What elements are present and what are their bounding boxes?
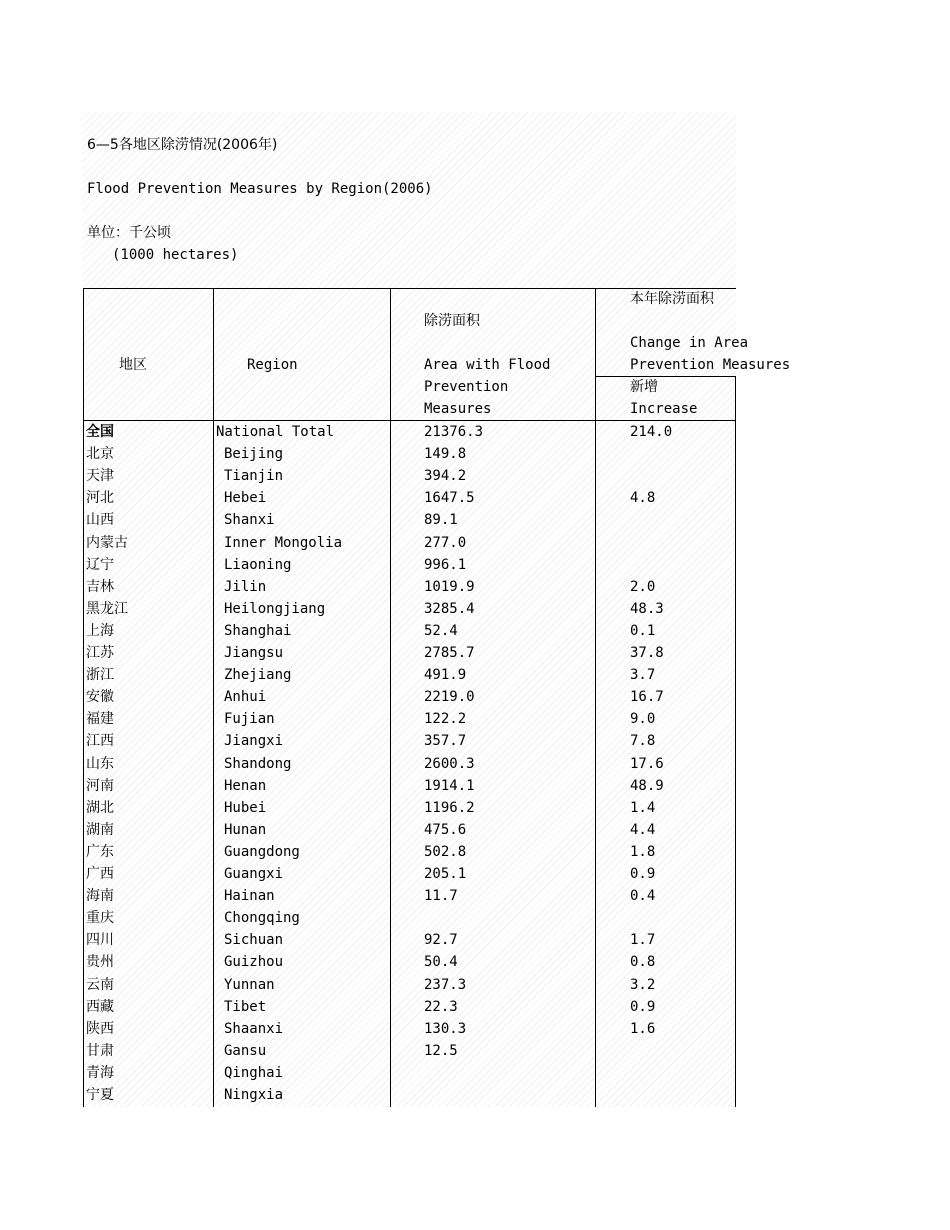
increase-header-border: [596, 376, 736, 377]
region-cn-cell: 上海: [86, 622, 114, 639]
area-value-cell: 3285.4: [424, 600, 475, 617]
col-border-1: [213, 288, 214, 1107]
region-cn-cell: 西藏: [86, 998, 114, 1015]
region-en-cell: Qinghai: [224, 1064, 284, 1081]
region-en-cell: Hainan: [224, 888, 275, 905]
region-en-cell: Liaoning: [224, 556, 292, 573]
header-area-en-1: Area with Flood: [424, 357, 551, 373]
area-value-cell: 394.2: [424, 468, 467, 485]
data-table: [83, 288, 791, 1107]
region-cn-cell: 黑龙江: [86, 600, 128, 617]
region-en-cell: Inner Mongolia: [224, 534, 343, 551]
region-cn-cell: 陕西: [86, 1020, 114, 1037]
area-value-cell: 130.3: [424, 1020, 467, 1037]
increase-value-cell: 3.2: [630, 976, 656, 993]
region-en-cell: Hunan: [224, 821, 267, 838]
area-value-cell: 11.7: [424, 888, 458, 905]
table-title-cn: 6—5各地区除涝情况(2006年): [87, 137, 278, 153]
region-cn-cell: 福建: [86, 711, 114, 728]
region-en-cell: Guangdong: [224, 843, 300, 860]
area-value-cell: 50.4: [424, 954, 458, 971]
increase-value-cell: 4.4: [630, 821, 656, 838]
region-en-cell: Shaanxi: [224, 1020, 284, 1037]
region-cn-cell: 北京: [86, 446, 114, 463]
region-en-cell: Shanxi: [224, 512, 275, 529]
region-en-cell: Beijing: [224, 446, 284, 463]
region-en-cell: Zhejiang: [224, 667, 292, 684]
increase-value-cell: 0.8: [630, 954, 656, 971]
header-region-cn: 地区: [119, 357, 147, 373]
increase-value-cell: 1.7: [630, 932, 656, 949]
region-cn-cell: 青海: [86, 1064, 114, 1081]
region-en-cell: Jiangsu: [224, 645, 284, 661]
increase-value-cell: 1.6: [630, 1020, 656, 1037]
region-cn-cell: 海南: [86, 888, 114, 905]
region-cn-cell: 宁夏: [86, 1087, 114, 1103]
region-en-cell: Hubei: [224, 799, 267, 816]
area-value-cell: 1019.9: [424, 578, 475, 595]
header-region-en: Region: [247, 357, 298, 373]
col-border-2: [390, 288, 391, 1107]
increase-value-cell: 48.3: [630, 600, 664, 617]
area-value-cell: 277.0: [424, 534, 467, 551]
region-cn-cell: 全国: [86, 424, 114, 440]
header-change-en-1: Change in Area: [630, 335, 749, 351]
region-cn-cell: 四川: [86, 932, 114, 949]
region-cn-cell: 山东: [86, 755, 114, 772]
region-en-cell: Jiangxi: [224, 733, 284, 750]
area-value-cell: 1914.1: [424, 777, 475, 794]
area-value-cell: 89.1: [424, 512, 458, 529]
region-en-cell: Ningxia: [224, 1087, 284, 1103]
region-en-cell: Guangxi: [224, 866, 284, 882]
header-change-en-2: Prevention Measures: [630, 357, 791, 373]
region-en-cell: Guizhou: [224, 954, 284, 971]
area-value-cell: 122.2: [424, 711, 467, 728]
area-value-cell: 2600.3: [424, 755, 475, 772]
region-cn-cell: 天津: [86, 468, 114, 485]
header-area-en-2: Prevention: [424, 379, 509, 395]
region-en-cell: Jilin: [224, 578, 267, 595]
increase-value-cell: 1.8: [630, 843, 656, 860]
header-increase-en: Increase: [630, 401, 698, 417]
region-en-cell: Chongqing: [224, 910, 300, 927]
area-value-cell: 149.8: [424, 446, 467, 463]
region-cn-cell: 河南: [86, 777, 114, 794]
region-cn-cell: 贵州: [86, 954, 114, 971]
increase-value-cell: 2.0: [630, 578, 656, 595]
col-border-4: [735, 376, 736, 1107]
region-cn-cell: 重庆: [86, 910, 114, 927]
region-cn-cell: 云南: [86, 976, 114, 993]
area-value-cell: 1647.5: [424, 490, 475, 507]
region-en-cell: Tianjin: [224, 468, 284, 485]
region-en-cell: Hebei: [224, 490, 267, 507]
increase-value-cell: 214.0: [630, 424, 673, 440]
region-cn-cell: 安徽: [86, 689, 114, 706]
table-title-en: Flood Prevention Measures by Region(2006): [87, 181, 433, 197]
header-change-cn: 本年除涝面积: [630, 291, 714, 307]
increase-value-cell: 3.7: [630, 667, 656, 684]
region-en-cell: Fujian: [224, 711, 275, 728]
increase-value-cell: 9.0: [630, 711, 656, 728]
area-value-cell: 1196.2: [424, 799, 475, 816]
area-value-cell: 475.6: [424, 821, 467, 838]
increase-value-cell: 4.8: [630, 490, 656, 507]
region-en-cell: Gansu: [224, 1042, 267, 1059]
increase-value-cell: 48.9: [630, 777, 664, 794]
header-increase-cn: 新增: [630, 379, 658, 395]
region-cn-cell: 广西: [86, 866, 114, 882]
region-en-cell: National Total: [216, 424, 335, 440]
increase-value-cell: 16.7: [630, 689, 664, 706]
increase-value-cell: 0.9: [630, 998, 656, 1015]
area-value-cell: 52.4: [424, 622, 458, 639]
area-value-cell: 237.3: [424, 976, 467, 993]
region-cn-cell: 湖南: [86, 821, 114, 838]
area-value-cell: 996.1: [424, 556, 467, 573]
region-en-cell: Shandong: [224, 755, 292, 772]
area-value-cell: 357.7: [424, 733, 467, 750]
region-cn-cell: 吉林: [86, 578, 114, 595]
area-value-cell: 205.1: [424, 866, 467, 882]
increase-value-cell: 0.1: [630, 622, 656, 639]
region-cn-cell: 广东: [86, 843, 114, 860]
area-value-cell: 22.3: [424, 998, 458, 1015]
increase-value-cell: 17.6: [630, 755, 664, 772]
region-en-cell: Anhui: [224, 689, 267, 706]
region-en-cell: Tibet: [224, 998, 267, 1015]
region-en-cell: Yunnan: [224, 976, 275, 993]
col-border-3: [595, 288, 596, 1107]
area-value-cell: 2785.7: [424, 645, 475, 661]
region-cn-cell: 湖北: [86, 799, 114, 816]
header-area-cn: 除涝面积: [424, 313, 480, 329]
increase-value-cell: 37.8: [630, 645, 664, 661]
unit-label-en: (1000 hectares): [112, 247, 239, 263]
region-cn-cell: 浙江: [86, 667, 114, 684]
area-value-cell: 2219.0: [424, 689, 475, 706]
region-cn-cell: 江西: [86, 733, 114, 750]
region-cn-cell: 辽宁: [86, 556, 114, 573]
increase-value-cell: 0.9: [630, 866, 656, 882]
region-en-cell: Henan: [224, 777, 267, 794]
increase-value-cell: 7.8: [630, 733, 656, 750]
region-cn-cell: 内蒙古: [86, 534, 128, 551]
region-cn-cell: 甘肃: [86, 1042, 114, 1059]
col-border-left: [83, 288, 84, 1107]
region-en-cell: Heilongjiang: [224, 600, 326, 617]
region-en-cell: Shanghai: [224, 622, 292, 639]
area-value-cell: 92.7: [424, 932, 458, 949]
region-cn-cell: 河北: [86, 490, 114, 507]
area-value-cell: 491.9: [424, 667, 467, 684]
area-value-cell: 502.8: [424, 843, 467, 860]
increase-value-cell: 1.4: [630, 799, 656, 816]
region-cn-cell: 江苏: [86, 645, 114, 661]
region-cn-cell: 山西: [86, 512, 114, 529]
area-value-cell: 12.5: [424, 1042, 458, 1059]
header-area-en-3: Measures: [424, 401, 492, 417]
region-en-cell: Sichuan: [224, 932, 284, 949]
area-value-cell: 21376.3: [424, 424, 484, 440]
unit-label-cn: 单位：千公顷: [87, 225, 171, 241]
increase-value-cell: 0.4: [630, 888, 656, 905]
